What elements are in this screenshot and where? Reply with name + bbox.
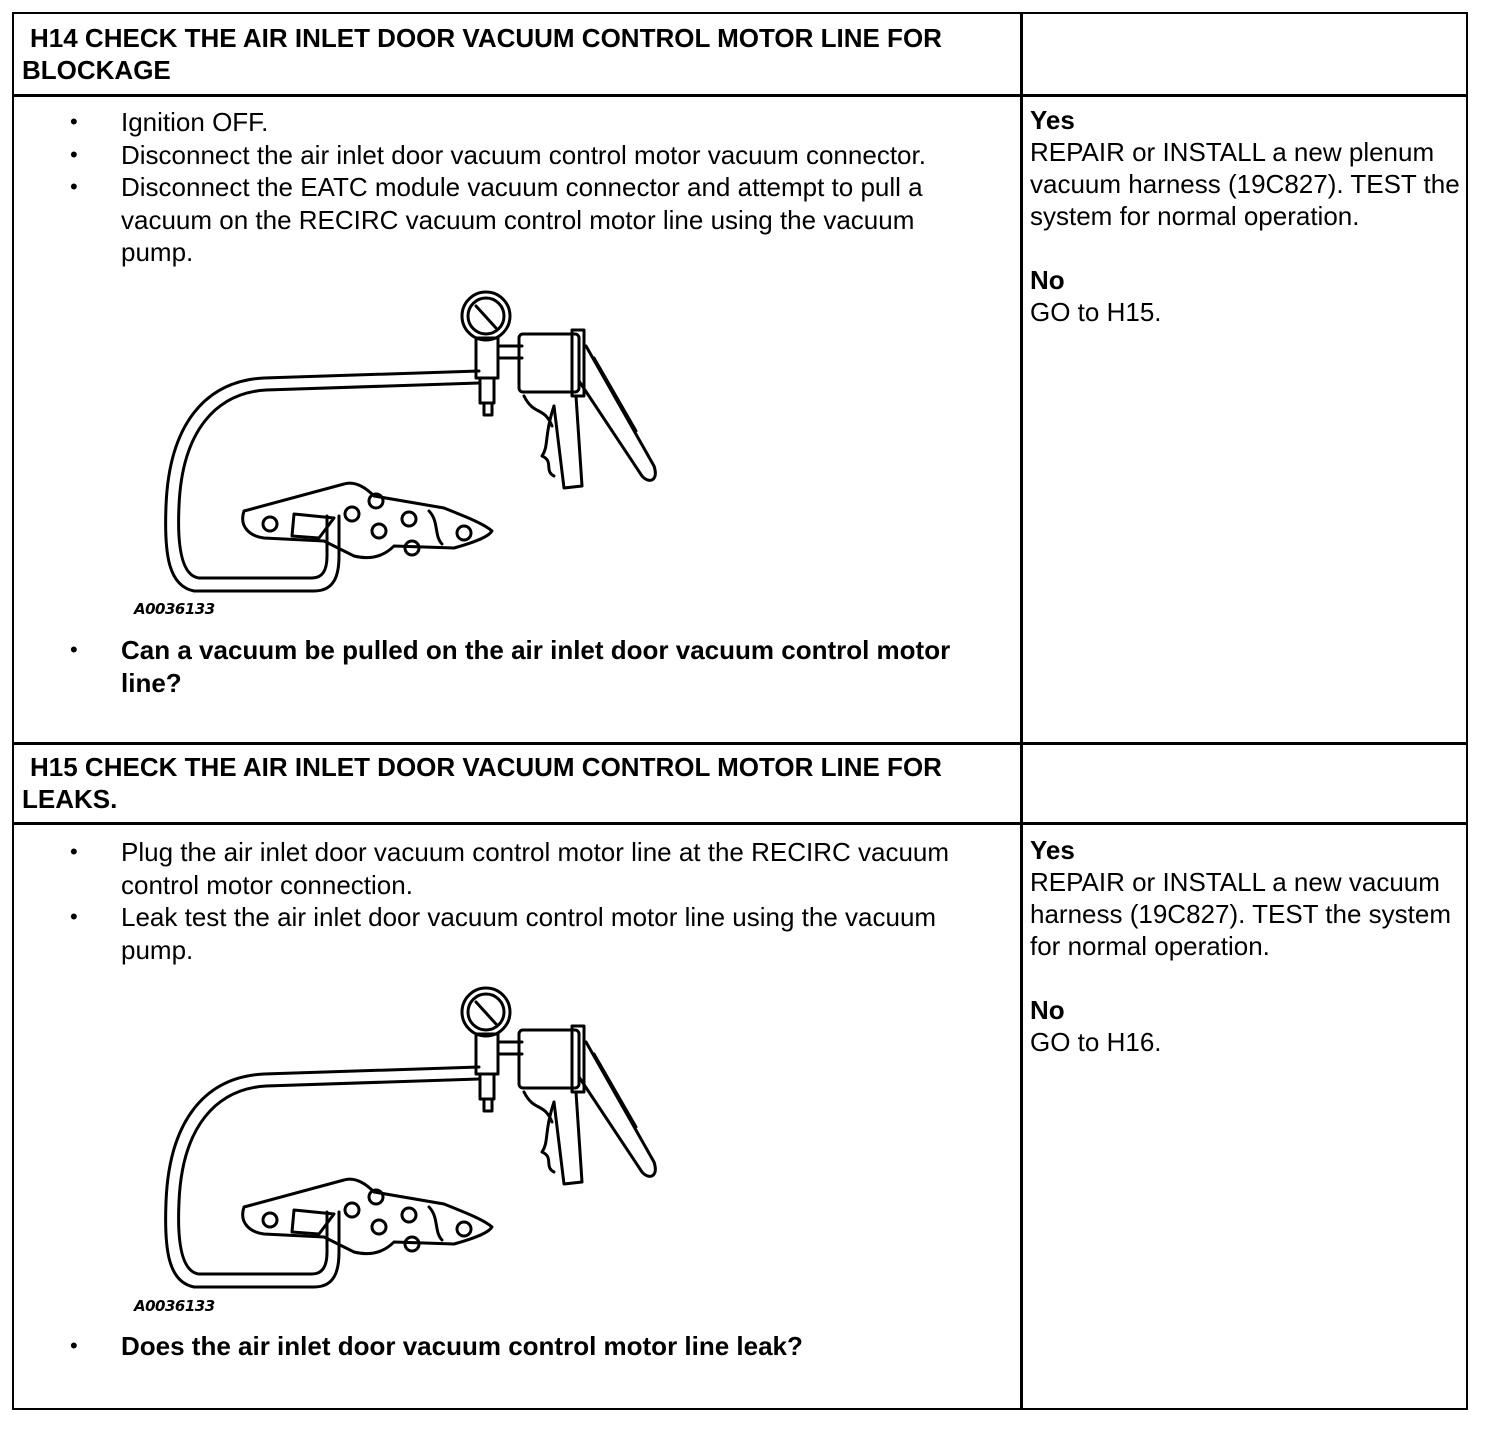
result-panel	[1030, 104, 1460, 328]
figure-caption: A0036133	[134, 600, 215, 618]
vacuum-pump-figure	[124, 286, 684, 626]
question-list	[14, 634, 1014, 699]
no-text: GO to H16.	[1030, 1027, 1162, 1057]
figure-caption: A0036133	[134, 1297, 215, 1315]
yes-text: REPAIR or INSTALL a new plenum vacuum harness (19C827). TEST the system for normal operation.	[1030, 137, 1460, 231]
header-line: LEAKS.	[22, 784, 118, 814]
row-divider	[14, 822, 1466, 825]
column-divider	[1020, 14, 1023, 1408]
step-item: • Leak test the air inlet door vacuum control motor line using the vacuum pump.	[14, 901, 1014, 966]
header-line: BLOCKAGE	[22, 55, 171, 85]
step-item: • Ignition OFF.	[14, 106, 1014, 139]
question-item: • Does the air inlet door vacuum control motor line leak?	[14, 1330, 1014, 1363]
question-list	[14, 1330, 1014, 1363]
row-divider	[14, 94, 1466, 97]
step-item: • Disconnect the air inlet door vacuum control motor vacuum connector.	[14, 139, 1014, 172]
header-line: H14 CHECK THE AIR INLET DOOR VACUUM CONTROL MOTOR LINE FOR	[30, 23, 942, 53]
header-line: H15 CHECK THE AIR INLET DOOR VACUUM CONTROL MOTOR LINE FOR	[30, 752, 942, 782]
section-header	[22, 751, 1012, 815]
section-header	[22, 22, 1012, 86]
result-panel	[1030, 834, 1460, 1058]
no-text: GO to H15.	[1030, 297, 1162, 327]
question-item: • Can a vacuum be pulled on the air inlet door vacuum control motor line?	[14, 634, 1014, 699]
no-label: No	[1030, 265, 1065, 295]
vacuum-pump-figure	[124, 982, 684, 1322]
yes-label: Yes	[1030, 835, 1075, 865]
yes-text: REPAIR or INSTALL a new vacuum harness (19C827). TEST the system for normal operation.	[1030, 867, 1452, 961]
step-list	[14, 106, 1014, 269]
yes-label: Yes	[1030, 105, 1075, 135]
no-label: No	[1030, 995, 1065, 1025]
row-divider	[14, 742, 1466, 745]
step-item: • Plug the air inlet door vacuum control motor line at the RECIRC vacuum control motor connection.	[14, 836, 1014, 901]
diagnostic-table	[12, 12, 1468, 1410]
step-list	[14, 836, 1014, 966]
step-item: • Disconnect the EATC module vacuum connector and attempt to pull a vacuum on the RECIRC vacuum control motor line using the vacuum pump.	[14, 171, 1014, 269]
